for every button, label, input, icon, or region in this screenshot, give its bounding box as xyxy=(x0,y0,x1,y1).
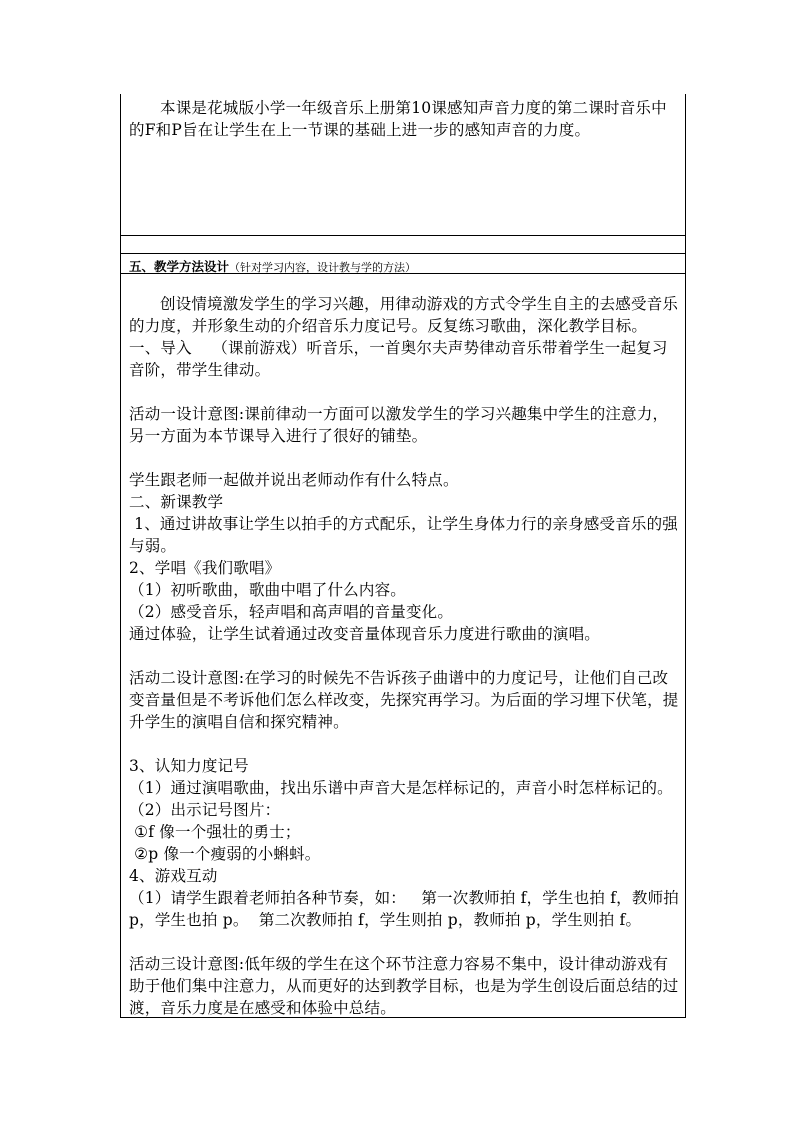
content-paragraph: 活动二设计意图:在学习的时候先不告诉孩子曲谱中的力度记号，让他们自己改变音量但是不考诉他们怎么样改变，先探究再学习。为后面的学习埋下伏笔，提升学生的演唱自信和探究精神。 xyxy=(129,669,679,731)
blank-line xyxy=(129,733,679,755)
blank-line xyxy=(129,447,679,469)
content-paragraph: 创设情境激发学生的学习兴趣，用律动游戏的方式令学生自主的去感受音乐的力度，并形象生动的介绍音乐力度记号。反复练习歌曲，深化教学目标。 xyxy=(129,295,679,335)
blank-line xyxy=(129,645,679,667)
content-paragraph: （1）初听歌曲，歌曲中唱了什么内容。 xyxy=(129,581,406,599)
content-paragraph: 活动一设计意图:课前律动一方面可以激发学生的学习兴趣集中学生的注意力，另一方面为本节课导入进行了很好的铺垫。 xyxy=(129,405,669,445)
intro-cell xyxy=(129,97,679,141)
row-divider-3 xyxy=(121,273,685,274)
section-five-title: 五、教学方法设计 xyxy=(129,259,230,274)
content-paragraph: 一、导入 （课前游戏）听音乐，一首奥尔夫声势律动音乐带着学生一起复习音阶，带学生律动。 xyxy=(129,339,668,379)
content-paragraph: 学生跟老师一起做并说出老师动作有什么特点。 xyxy=(129,471,459,489)
content-paragraph: ②p 像一个瘦弱的小蝌蚪。 xyxy=(129,845,321,863)
teaching-method-content xyxy=(129,293,685,1019)
blank-line xyxy=(129,381,679,403)
content-paragraph: 1、通过讲故事让学生以拍手的方式配乐，让学生身体力行的亲身感受音乐的强与弱。 xyxy=(129,515,679,555)
content-paragraph: （2）出示记号图片： xyxy=(129,801,281,819)
content-paragraph: 活动三设计意图:低年级的学生在这个环节注意力容易不集中，设计律动游戏有助于他们集中注意力，从而更好的达到教学目标，也是为学生创设后面总结的过渡，音乐力度是在感受和体验中总结。 xyxy=(129,955,679,1017)
content-paragraph: 通过体验，让学生试着通过改变音量体现音乐力度进行歌曲的演唱。 xyxy=(129,625,601,643)
blank-line xyxy=(129,931,679,953)
row-divider-1 xyxy=(121,235,685,236)
content-paragraph: （1）请学生跟着老师拍各种节奏，如： 第一次教师拍 f，学生也拍 f，教师拍 p，学生也拍 p。 第二次教师拍 f，学生则拍 p，教师拍 p，学生则拍 f。 xyxy=(129,889,685,929)
lesson-plan-table xyxy=(120,94,686,1018)
content-paragraph: （2）感受音乐，轻声唱和高声唱的音量变化。 xyxy=(129,603,454,621)
section-five-note: （针对学习内容，设计教与学的方法） xyxy=(229,261,417,274)
content-paragraph: 4、游戏互动 xyxy=(129,867,218,885)
row-divider-2 xyxy=(121,253,685,254)
content-paragraph: （1）通过演唱歌曲，找出乐谱中声音大是怎样标记的，声音小时怎样标记的。 xyxy=(129,779,673,797)
content-paragraph: 3、认知力度记号 xyxy=(129,757,249,775)
content-paragraph: ①f 像一个强壮的勇士； xyxy=(129,823,301,841)
content-paragraph: 2、学唱《我们歌唱》 xyxy=(129,559,281,577)
content-paragraph: 二、新课教学 xyxy=(129,493,224,511)
intro-paragraph: 本课是花城版小学一年级音乐上册第10课感知声音力度的第二课时音乐中的F和P旨在让学生在上一节课的基础上进一步的感知声音的力度。 xyxy=(129,99,667,139)
